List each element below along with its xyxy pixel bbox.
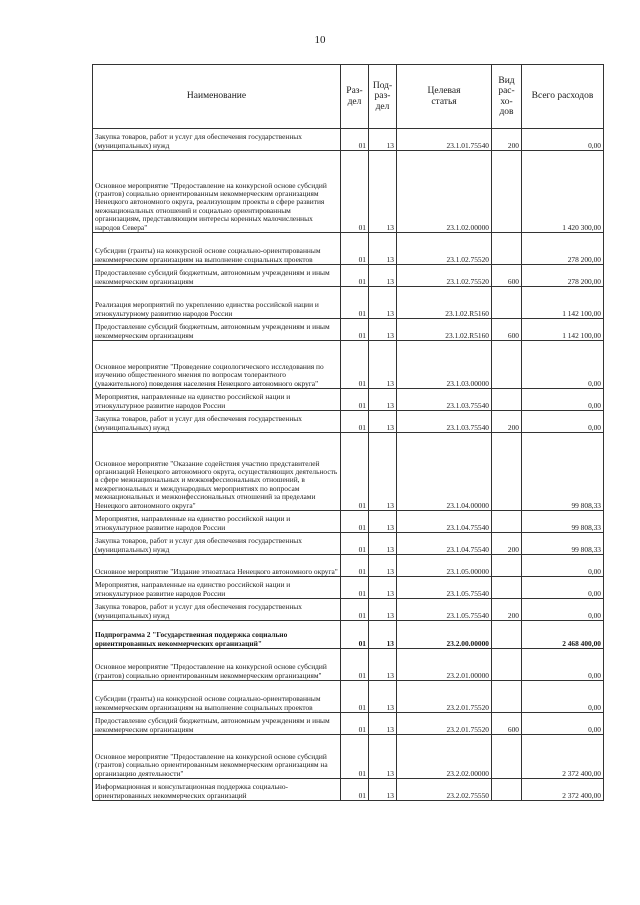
cell-razdel: 01	[341, 129, 369, 151]
header-razdel: Раз- дел	[341, 65, 369, 129]
cell-razdel: 01	[341, 533, 369, 555]
cell-name: Мероприятия, направленные на единство российской нации и этнокультурное развитие народов России	[93, 389, 341, 411]
cell-name: Закупка товаров, работ и услуг для обеспечения государственных (муниципальных) нужд	[93, 599, 341, 621]
cell-podrazdel: 13	[369, 389, 397, 411]
table-row	[93, 779, 604, 801]
table-row	[93, 735, 604, 779]
cell-celevaya: 23.1.03.75540	[397, 389, 492, 411]
cell-vid: 600	[492, 265, 522, 287]
cell-name: Субсидии (гранты) на конкурсной основе социально-ориентированным некоммерческим организациям на выполнение социальных проектов	[93, 233, 341, 265]
cell-celevaya: 23.1.03.00000	[397, 341, 492, 389]
cell-vid	[492, 341, 522, 389]
cell-total: 0,00	[522, 341, 604, 389]
cell-celevaya: 23.1.01.75540	[397, 129, 492, 151]
cell-vid	[492, 681, 522, 713]
cell-name: Закупка товаров, работ и услуг для обеспечения государственных (муниципальных) нужд	[93, 411, 341, 433]
cell-razdel: 01	[341, 433, 369, 511]
cell-razdel: 01	[341, 265, 369, 287]
cell-razdel: 01	[341, 411, 369, 433]
header-vid: Вид рас- хо- дов	[492, 65, 522, 129]
cell-celevaya: 23.1.02.75520	[397, 233, 492, 265]
cell-vid: 600	[492, 319, 522, 341]
cell-vid	[492, 287, 522, 319]
cell-podrazdel: 13	[369, 735, 397, 779]
table-row	[93, 599, 604, 621]
table-row	[93, 621, 604, 649]
cell-name: Основное мероприятие "Предоставление на конкурсной основе субсидий (грантов) социально ориентированным некоммерческим организациям"	[93, 649, 341, 681]
table-row	[93, 555, 604, 577]
cell-podrazdel: 13	[369, 129, 397, 151]
cell-name: Субсидии (гранты) на конкурсной основе социально-ориентированным некоммерческим организациям на выполнение социальных проектов	[93, 681, 341, 713]
header-celevaya: Целевая статья	[397, 65, 492, 129]
cell-razdel: 01	[341, 621, 369, 649]
cell-razdel: 01	[341, 151, 369, 233]
cell-vid	[492, 233, 522, 265]
cell-celevaya: 23.1.04.00000	[397, 433, 492, 511]
table-row	[93, 389, 604, 411]
cell-vid	[492, 151, 522, 233]
table-row	[93, 151, 604, 233]
cell-podrazdel: 13	[369, 341, 397, 389]
cell-podrazdel: 13	[369, 433, 397, 511]
cell-razdel: 01	[341, 681, 369, 713]
cell-total: 2 372 400,00	[522, 779, 604, 801]
cell-name: Мероприятия, направленные на единство российской нации и этнокультурное развитие народов России	[93, 511, 341, 533]
table-row	[93, 233, 604, 265]
table-row	[93, 577, 604, 599]
cell-vid	[492, 621, 522, 649]
cell-podrazdel: 13	[369, 233, 397, 265]
cell-name: Основное мероприятие "Издание этноатласа Ненецкого автономного округа"	[93, 555, 341, 577]
cell-podrazdel: 13	[369, 533, 397, 555]
cell-celevaya: 23.1.05.75540	[397, 577, 492, 599]
cell-name: Закупка товаров, работ и услуг для обеспечения государственных (муниципальных) нужд	[93, 533, 341, 555]
cell-vid: 600	[492, 713, 522, 735]
cell-total: 0,00	[522, 681, 604, 713]
cell-total: 0,00	[522, 129, 604, 151]
cell-celevaya: 23.1.05.00000	[397, 555, 492, 577]
cell-total: 0,00	[522, 411, 604, 433]
cell-vid	[492, 433, 522, 511]
cell-podrazdel: 13	[369, 411, 397, 433]
header-podrazdel: Под- раз- дел	[369, 65, 397, 129]
cell-total: 0,00	[522, 577, 604, 599]
cell-razdel: 01	[341, 389, 369, 411]
cell-total: 2 468 400,00	[522, 621, 604, 649]
cell-total: 99 808,33	[522, 533, 604, 555]
table-header-row	[93, 65, 604, 129]
table-row	[93, 411, 604, 433]
cell-name: Подпрограмма 2 "Государственная поддержка социально ориентированных некоммерческих организаций"	[93, 621, 341, 649]
cell-name: Предоставление субсидий бюджетным, автономным учреждениям и иным некоммерческим организациям	[93, 265, 341, 287]
cell-vid: 200	[492, 599, 522, 621]
cell-name: Мероприятия, направленные на единство российской нации и этнокультурное развитие народов России	[93, 577, 341, 599]
cell-total: 1 420 300,00	[522, 151, 604, 233]
cell-celevaya: 23.1.02.00000	[397, 151, 492, 233]
cell-celevaya: 23.2.01.75520	[397, 681, 492, 713]
cell-razdel: 01	[341, 341, 369, 389]
table-row	[93, 129, 604, 151]
cell-total: 0,00	[522, 649, 604, 681]
cell-total: 99 808,33	[522, 511, 604, 533]
cell-total: 0,00	[522, 389, 604, 411]
cell-vid	[492, 389, 522, 411]
table-row	[93, 713, 604, 735]
table-row	[93, 319, 604, 341]
cell-celevaya: 23.1.04.75540	[397, 511, 492, 533]
cell-razdel: 01	[341, 599, 369, 621]
cell-total: 0,00	[522, 713, 604, 735]
cell-podrazdel: 13	[369, 649, 397, 681]
cell-razdel: 01	[341, 649, 369, 681]
cell-name: Реализация мероприятий по укреплению единства российской нации и этнокультурному развитию народов России	[93, 287, 341, 319]
cell-podrazdel: 13	[369, 151, 397, 233]
header-name: Наименование	[93, 65, 341, 129]
table-row	[93, 533, 604, 555]
cell-celevaya: 23.2.01.00000	[397, 649, 492, 681]
cell-vid: 200	[492, 533, 522, 555]
cell-razdel: 01	[341, 735, 369, 779]
table-row	[93, 287, 604, 319]
cell-vid: 200	[492, 129, 522, 151]
cell-razdel: 01	[341, 577, 369, 599]
cell-name: Основное мероприятие "Предоставление на конкурсной основе субсидий (грантов) социально ориентированным некоммерческим организациям Ненецкого автономного округа, реализующим проекты в сфере развития межнациональных отношений и социально ориентированным организациям, представляющим интересы коренных малочисленных народов Севера"	[93, 151, 341, 233]
cell-total: 1 142 100,00	[522, 287, 604, 319]
cell-vid	[492, 577, 522, 599]
cell-name: Информационная и консультационная поддержка социально-ориентированных некоммерческих организаций	[93, 779, 341, 801]
cell-razdel: 01	[341, 713, 369, 735]
cell-vid	[492, 555, 522, 577]
cell-name: Основное мероприятие "Проведение социологического исследования по изучению общественного мнения по вопросам толерантного (уважительного) поведения населения Ненецкого автономного округа"	[93, 341, 341, 389]
cell-razdel: 01	[341, 555, 369, 577]
table-row	[93, 265, 604, 287]
cell-razdel: 01	[341, 233, 369, 265]
cell-celevaya: 23.1.05.75540	[397, 599, 492, 621]
cell-razdel: 01	[341, 779, 369, 801]
cell-total: 1 142 100,00	[522, 319, 604, 341]
cell-podrazdel: 13	[369, 681, 397, 713]
cell-name: Предоставление субсидий бюджетным, автономным учреждениям и иным некоммерческим организациям	[93, 319, 341, 341]
cell-celevaya: 23.2.02.00000	[397, 735, 492, 779]
table-body	[93, 129, 604, 801]
cell-total: 2 372 400,00	[522, 735, 604, 779]
cell-celevaya: 23.1.02.75520	[397, 265, 492, 287]
cell-podrazdel: 13	[369, 287, 397, 319]
cell-celevaya: 23.2.02.75550	[397, 779, 492, 801]
cell-vid	[492, 511, 522, 533]
cell-vid	[492, 649, 522, 681]
cell-celevaya: 23.2.00.00000	[397, 621, 492, 649]
cell-celevaya: 23.2.01.75520	[397, 713, 492, 735]
header-total: Всего расходов	[522, 65, 604, 129]
cell-total: 0,00	[522, 599, 604, 621]
cell-vid	[492, 779, 522, 801]
cell-podrazdel: 13	[369, 511, 397, 533]
cell-podrazdel: 13	[369, 555, 397, 577]
cell-total: 99 808,33	[522, 433, 604, 511]
table-row	[93, 649, 604, 681]
cell-podrazdel: 13	[369, 319, 397, 341]
table-row	[93, 681, 604, 713]
cell-name: Основное мероприятие "Предоставление на конкурсной основе субсидий (грантов) социально ориентированным некоммерческим организациям на организацию деятельности"	[93, 735, 341, 779]
cell-vid	[492, 735, 522, 779]
cell-celevaya: 23.1.04.75540	[397, 533, 492, 555]
cell-name: Основное мероприятие "Оказание содействия участию представителей организаций Ненецкого автономного округа, осуществляющих деятельность в сфере межнациональных и межконфессиональных отношений, в межрегиональных и международных мероприятиях по вопросам межнациональных и межконфессиональных отношений за пределами Ненецкого автономного округа"	[93, 433, 341, 511]
cell-celevaya: 23.1.02.R5160	[397, 319, 492, 341]
cell-razdel: 01	[341, 319, 369, 341]
cell-razdel: 01	[341, 287, 369, 319]
cell-celevaya: 23.1.02.R5160	[397, 287, 492, 319]
page-number: 10	[314, 34, 326, 46]
cell-vid: 200	[492, 411, 522, 433]
cell-podrazdel: 13	[369, 265, 397, 287]
cell-celevaya: 23.1.03.75540	[397, 411, 492, 433]
cell-total: 278 200,00	[522, 265, 604, 287]
cell-total: 0,00	[522, 555, 604, 577]
table-row	[93, 341, 604, 389]
cell-razdel: 01	[341, 511, 369, 533]
table-row	[93, 511, 604, 533]
cell-podrazdel: 13	[369, 779, 397, 801]
cell-podrazdel: 13	[369, 713, 397, 735]
cell-total: 278 200,00	[522, 233, 604, 265]
cell-name: Предоставление субсидий бюджетным, автономным учреждениям и иным некоммерческим организациям	[93, 713, 341, 735]
cell-podrazdel: 13	[369, 621, 397, 649]
cell-podrazdel: 13	[369, 577, 397, 599]
budget-table	[92, 64, 604, 801]
cell-name: Закупка товаров, работ и услуг для обеспечения государственных (муниципальных) нужд	[93, 129, 341, 151]
table-row	[93, 433, 604, 511]
cell-podrazdel: 13	[369, 599, 397, 621]
